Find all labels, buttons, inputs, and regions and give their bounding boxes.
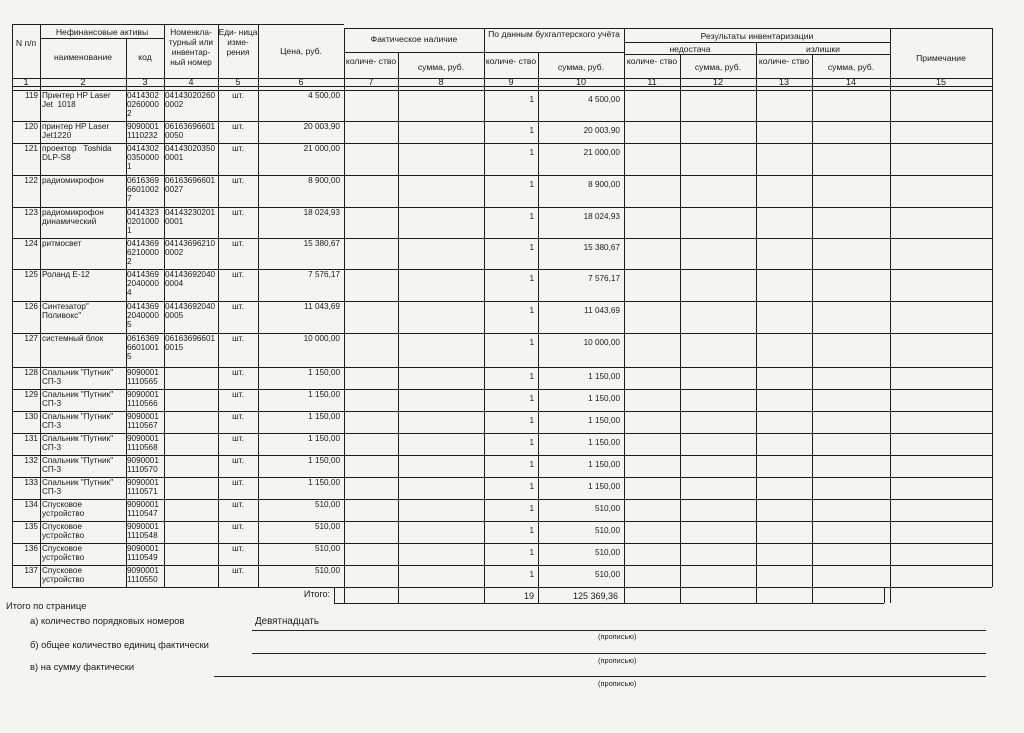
grid-line xyxy=(334,587,335,603)
asset-name: Спальник "Путник" СП-3 xyxy=(42,478,114,497)
asset-name: Спусковое устройство xyxy=(42,566,85,585)
sequence-count-hint: (прописью) xyxy=(598,632,637,641)
price: 1 150,00 xyxy=(308,390,340,399)
accounting-sum: 1 150,00 xyxy=(588,482,620,491)
grid-line xyxy=(12,24,344,25)
unit: шт. xyxy=(232,176,244,185)
column-number: 6 xyxy=(298,77,304,87)
grid-line xyxy=(812,54,813,603)
header-shortage-qty: количе- ство xyxy=(626,56,678,66)
header-accounting-qty: количе- ство xyxy=(485,56,537,66)
totals-label: Итого: xyxy=(303,589,330,599)
column-number: 12 xyxy=(712,77,723,87)
accounting-qty: 1 xyxy=(529,482,534,491)
accounting-sum: 21 000,00 xyxy=(583,148,620,157)
row-number: 120 xyxy=(24,122,38,131)
grid-line xyxy=(624,54,890,55)
asset-name: Спальник "Путник" СП-3 xyxy=(42,456,114,475)
price: 1 150,00 xyxy=(308,368,340,377)
unit: шт. xyxy=(232,544,244,553)
accounting-qty: 1 xyxy=(529,394,534,403)
unit: шт. xyxy=(232,122,244,131)
asset-code: 0616369 6601002 7 xyxy=(127,176,159,204)
grid-line xyxy=(40,24,41,587)
row-number: 133 xyxy=(24,478,38,487)
accounting-sum: 15 380,67 xyxy=(583,243,620,252)
accounting-sum: 510,00 xyxy=(594,526,620,535)
accounting-sum: 510,00 xyxy=(594,548,620,557)
column-number: 15 xyxy=(935,77,946,87)
accounting-qty: 1 xyxy=(529,570,534,579)
unit: шт. xyxy=(232,390,244,399)
price: 21 000,00 xyxy=(303,144,340,153)
price: 510,00 xyxy=(314,522,340,531)
asset-name: проектор Toshida DLP-S8 xyxy=(42,144,112,163)
row-number: 130 xyxy=(24,412,38,421)
asset-name: Синтезатор" Поливокс" xyxy=(42,302,89,321)
accounting-qty: 1 xyxy=(529,504,534,513)
column-number: 1 xyxy=(23,77,29,87)
accounting-qty: 1 xyxy=(529,95,534,104)
asset-name: Спальник "Путник" СП-3 xyxy=(42,412,114,431)
units-count-label: б) общее количество единиц фактически xyxy=(30,639,209,650)
row-number: 132 xyxy=(24,456,38,465)
accounting-sum: 11 043,69 xyxy=(584,306,620,315)
accounting-sum: 4 500,00 xyxy=(588,95,620,104)
row-number: 126 xyxy=(24,302,38,311)
asset-code: 0414323 0201000 1 xyxy=(127,208,159,236)
accounting-sum: 1 150,00 xyxy=(588,394,620,403)
accounting-sum: 10 000,00 xyxy=(583,338,620,347)
accounting-sum: 7 576,17 xyxy=(588,274,620,283)
accounting-sum: 8 900,00 xyxy=(588,180,620,189)
accounting-qty: 1 xyxy=(529,180,534,189)
accounting-sum: 510,00 xyxy=(594,504,620,513)
asset-code: 9090001 1110232 xyxy=(127,122,159,141)
inventory-number: 04143692040 0004 xyxy=(165,270,216,289)
grid-line xyxy=(484,28,485,603)
price: 510,00 xyxy=(314,566,340,575)
unit: шт. xyxy=(232,208,244,217)
asset-name: Спальник "Путник" СП-3 xyxy=(42,390,114,409)
header-surplus-sum: сумма, руб. xyxy=(827,62,875,72)
price: 1 150,00 xyxy=(308,412,340,421)
asset-code: 9090001 1110566 xyxy=(127,390,159,409)
unit: шт. xyxy=(232,302,244,311)
header-actual-sum: сумма, руб. xyxy=(417,62,465,72)
column-number: 7 xyxy=(368,77,374,87)
header-note: Примечание xyxy=(916,53,966,63)
asset-name: радиомикрофон xyxy=(42,176,104,185)
asset-name: ритмосвет xyxy=(42,239,82,248)
asset-name: принтер HP Laser Jet1220 xyxy=(42,122,110,141)
row-number: 121 xyxy=(24,144,38,153)
row-number: 119 xyxy=(24,91,38,100)
accounting-qty: 1 xyxy=(529,212,534,221)
header-results: Результаты инвентаризации xyxy=(700,31,814,41)
column-number: 4 xyxy=(188,77,194,87)
grid-line xyxy=(624,42,890,43)
asset-code: 9090001 1110549 xyxy=(127,544,159,563)
column-number: 3 xyxy=(142,77,148,87)
row-number: 123 xyxy=(24,208,38,217)
price: 510,00 xyxy=(314,500,340,509)
asset-code: 9090001 1110548 xyxy=(127,522,159,541)
accounting-qty: 1 xyxy=(529,306,534,315)
column-number: 11 xyxy=(647,77,657,87)
row-number: 128 xyxy=(24,368,38,377)
header-surplus: излишки xyxy=(806,44,840,54)
unit: шт. xyxy=(232,434,244,443)
grid-line xyxy=(12,587,992,588)
asset-code: 9090001 1110568 xyxy=(127,434,159,453)
accounting-sum: 18 024,93 xyxy=(583,212,620,221)
row-number: 127 xyxy=(24,334,38,343)
column-number: 9 xyxy=(508,77,514,87)
sum-label: в) на сумму фактически xyxy=(30,661,135,672)
column-number: 5 xyxy=(235,77,241,87)
header-shortage-sum: сумма, руб. xyxy=(694,62,742,72)
row-number: 125 xyxy=(24,270,38,279)
totals-sum: 125 369,36 xyxy=(572,591,618,601)
accounting-sum: 1 150,00 xyxy=(588,438,620,447)
asset-name: Спусковое устройство xyxy=(42,544,85,563)
price: 1 150,00 xyxy=(308,434,340,443)
units-count-hint: (прописью) xyxy=(598,656,637,665)
accounting-qty: 1 xyxy=(529,274,534,283)
accounting-qty: 1 xyxy=(529,460,534,469)
price: 510,00 xyxy=(314,544,340,553)
column-number: 14 xyxy=(845,77,856,87)
asset-code: 0616369 6601001 5 xyxy=(127,334,159,362)
row-number: 134 xyxy=(24,500,38,509)
price: 11 043,69 xyxy=(304,302,340,311)
inventory-number: 04143020350 0001 xyxy=(165,144,216,163)
units-count-underline xyxy=(252,653,986,654)
inventory-number: 04143692040 0005 xyxy=(165,302,216,321)
unit: шт. xyxy=(232,412,244,421)
grid-line xyxy=(756,42,757,603)
sum-hint: (прописью) xyxy=(598,679,637,688)
header-name: наименование xyxy=(53,52,113,62)
asset-name: системный блок xyxy=(42,334,104,343)
inventory-number: 06163696601 0027 xyxy=(165,176,216,195)
asset-code: 0414369 2040000 4 xyxy=(127,270,159,298)
header-price: Цена, руб. xyxy=(280,46,322,56)
unit: шт. xyxy=(232,334,244,343)
unit: шт. xyxy=(232,522,244,531)
unit: шт. xyxy=(232,270,244,279)
price: 20 003,90 xyxy=(303,122,340,131)
grid-line xyxy=(884,587,885,603)
accounting-qty: 1 xyxy=(529,243,534,252)
price: 18 024,93 xyxy=(303,208,340,217)
asset-code: 0414302 0350000 1 xyxy=(127,144,159,172)
accounting-qty: 1 xyxy=(529,148,534,157)
page-total-label: Итого по странице xyxy=(6,600,87,611)
grid-line xyxy=(992,28,993,587)
accounting-qty: 1 xyxy=(529,126,534,135)
header-actual: Фактическое наличие xyxy=(370,34,458,44)
row-number: 122 xyxy=(24,176,38,185)
asset-code: 9090001 1110567 xyxy=(127,412,159,431)
grid-line xyxy=(40,38,164,39)
row-number: 131 xyxy=(24,434,38,443)
sequence-count-value: Девятнадцать xyxy=(255,616,319,627)
asset-name: Спусковое устройство xyxy=(42,500,85,519)
asset-name: радиомикрофон динамический xyxy=(42,208,104,227)
accounting-qty: 1 xyxy=(529,438,534,447)
column-number: 13 xyxy=(778,77,789,87)
unit: шт. xyxy=(232,144,244,153)
sum-underline xyxy=(214,676,986,677)
column-number: 10 xyxy=(575,77,586,87)
inventory-number: 06163696601 0015 xyxy=(165,334,216,353)
column-number: 2 xyxy=(80,77,86,87)
unit: шт. xyxy=(232,91,244,100)
unit: шт. xyxy=(232,456,244,465)
price: 7 576,17 xyxy=(308,270,340,279)
grid-line xyxy=(398,52,399,603)
grid-line xyxy=(890,28,891,603)
price: 8 900,00 xyxy=(308,176,340,185)
asset-code: 9090001 1110571 xyxy=(127,478,159,497)
asset-name: Спальник "Путник" СП-3 xyxy=(42,368,114,387)
grid-line xyxy=(344,28,992,29)
accounting-sum: 1 150,00 xyxy=(588,416,620,425)
asset-code: 9090001 1110565 xyxy=(127,368,159,387)
grid-line xyxy=(258,587,344,588)
header-surplus-qty: количе- ство xyxy=(758,56,810,66)
accounting-qty: 1 xyxy=(529,338,534,347)
unit: шт. xyxy=(232,566,244,575)
price: 4 500,00 xyxy=(308,91,340,100)
header-unit: Еди- ница изме- рения xyxy=(218,27,258,57)
price: 15 380,67 xyxy=(303,239,340,248)
asset-name: Спальник "Путник" СП-3 xyxy=(42,434,114,453)
accounting-qty: 1 xyxy=(529,548,534,557)
accounting-sum: 20 003,90 xyxy=(583,126,620,135)
header-shortage: недостача xyxy=(669,44,711,54)
sequence-count-label: а) количество порядковых номеров xyxy=(30,615,185,626)
grid-line xyxy=(334,603,884,604)
asset-code: 0414369 6210000 2 xyxy=(127,239,159,267)
row-number: 135 xyxy=(24,522,38,531)
accounting-qty: 1 xyxy=(529,526,534,535)
unit: шт. xyxy=(232,478,244,487)
header-actual-qty: количе- ство xyxy=(345,56,397,66)
header-nomenclature: Номенкла- турный или инвентар- ный номер xyxy=(168,27,214,67)
asset-code: 9090001 1110547 xyxy=(127,500,159,519)
row-number: 136 xyxy=(24,544,38,553)
asset-code: 0414369 2040000 5 xyxy=(127,302,159,330)
accounting-qty: 1 xyxy=(529,416,534,425)
price: 10 000,00 xyxy=(303,334,340,343)
asset-name: Спусковое устройство xyxy=(42,522,85,541)
row-number: 129 xyxy=(24,390,38,399)
header-nonfin-assets: Нефинансовые активы xyxy=(55,27,149,37)
sequence-count-underline xyxy=(252,630,986,631)
grid-line xyxy=(624,28,625,603)
unit: шт. xyxy=(232,239,244,248)
accounting-qty: 1 xyxy=(529,372,534,381)
price: 1 150,00 xyxy=(308,478,340,487)
totals-qty: 19 xyxy=(523,591,534,601)
header-num: N п/п xyxy=(15,38,37,48)
grid-line xyxy=(680,54,681,603)
asset-name: Роланд Е-12 xyxy=(42,270,90,279)
row-number: 124 xyxy=(24,239,38,248)
accounting-sum: 1 150,00 xyxy=(588,460,620,469)
accounting-sum: 1 150,00 xyxy=(588,372,620,381)
inventory-number: 04143230201 0001 xyxy=(165,208,216,227)
grid-line xyxy=(344,28,345,603)
unit: шт. xyxy=(232,368,244,377)
column-number: 8 xyxy=(438,77,444,87)
header-accounting-sum: сумма, руб. xyxy=(557,62,605,72)
asset-code: 9090001 1110570 xyxy=(127,456,159,475)
row-number: 137 xyxy=(24,566,38,575)
inventory-number: 04143696210 0002 xyxy=(165,239,216,258)
unit: шт. xyxy=(232,500,244,509)
inventory-number: 04143020260 0002 xyxy=(165,91,216,110)
accounting-sum: 510,00 xyxy=(594,570,620,579)
header-accounting: По данным бухгалтерского учёта xyxy=(488,29,620,39)
header-code: код xyxy=(138,52,152,62)
inventory-number: 06163696601 0050 xyxy=(165,122,216,141)
asset-code: 9090001 1110550 xyxy=(127,566,159,585)
asset-name: Принтер HP Laser Jet 1018 xyxy=(42,91,111,110)
price: 1 150,00 xyxy=(308,456,340,465)
asset-code: 0414302 0260000 2 xyxy=(127,91,159,119)
